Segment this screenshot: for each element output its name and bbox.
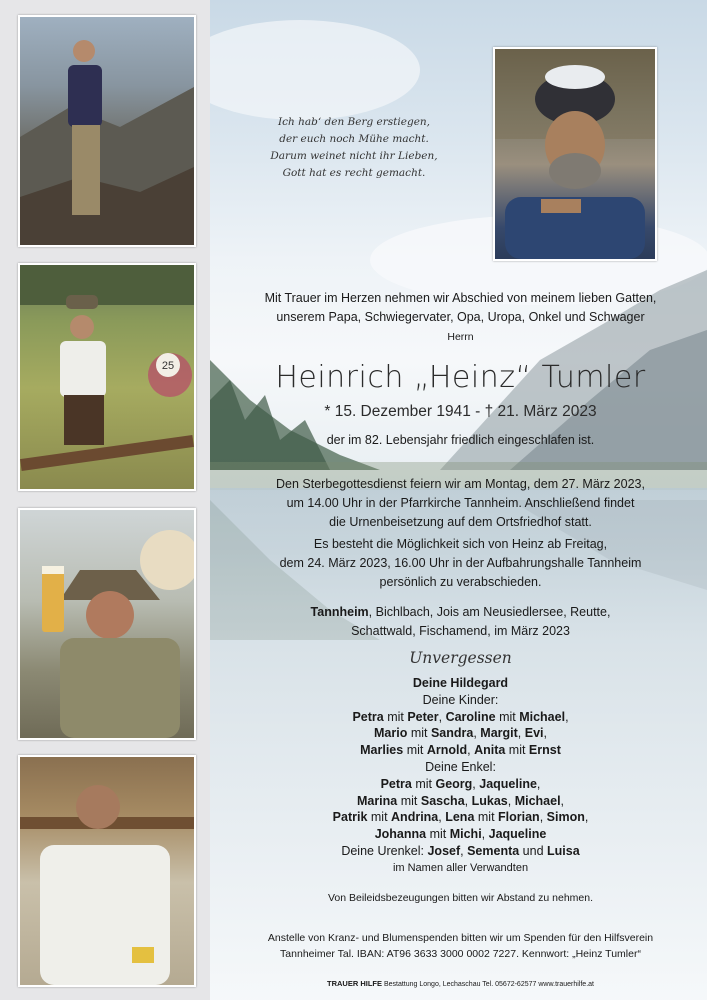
- family-name: Caroline: [445, 709, 496, 724]
- family-name: Anita: [474, 743, 506, 758]
- poem-line: Darum weinet nicht ihr Lieben,: [270, 150, 438, 162]
- family-connector: mit: [426, 827, 450, 842]
- photo-beer-toast: [18, 508, 196, 740]
- photo-traditional-costume: [18, 263, 196, 491]
- family-connector: Deine Urenkel:: [341, 843, 428, 858]
- family-connector: mit: [495, 709, 520, 724]
- places-line-2: Schattwald, Fischamend, im März 2023: [351, 624, 570, 638]
- footer-brand: TRAUER HILFE: [327, 979, 383, 988]
- service-line: um 14.00 Uhr in der Pfarrkirche Tannheim. Anschließend findet: [286, 496, 635, 510]
- places-rest: , Bichlbach, Jois am Neusiedlersee, Reutte,: [368, 605, 611, 619]
- poem: [240, 114, 468, 182]
- family-name: Evi: [524, 726, 544, 741]
- family-name: Jaqueline: [488, 827, 547, 842]
- mourners-list: [214, 675, 707, 877]
- family-name: Lukas: [471, 793, 508, 808]
- family-name: Florian: [498, 810, 540, 825]
- poem-line: Gott hat es recht gemacht.: [282, 167, 426, 179]
- family-connector: ,: [481, 827, 489, 842]
- unvergessen-heading: Unvergessen: [409, 649, 512, 667]
- viewing-line: dem 24. März 2023, 16.00 Uhr in der Aufbahrungshalle Tannheim: [279, 556, 642, 570]
- family-name: Michael: [519, 709, 566, 724]
- service-line: die Urnenbeisetzung auf dem Ortsfriedhof statt.: [329, 515, 592, 529]
- family-connector: ,: [536, 776, 541, 791]
- grandchildren-line: [214, 826, 707, 843]
- family-name: Margit: [480, 726, 518, 741]
- family-name: Petra: [352, 709, 384, 724]
- family-connector: ,: [543, 726, 547, 741]
- salutation: Herrn: [447, 331, 474, 343]
- children-line: [214, 742, 707, 759]
- family-connector: ,: [507, 793, 515, 808]
- intro-line: unserem Papa, Schwiegervater, Opa, Uropa, Onkel und Schwager: [276, 310, 645, 324]
- family-connector: mit: [505, 743, 529, 758]
- age-line: der im 82. Lebensjahr friedlich eingeschlafen ist.: [326, 433, 595, 447]
- family-name: Michael: [514, 793, 561, 808]
- donation-line: Anstelle von Kranz- und Blumenspenden bitten wir um Spenden für den Hilfsverein: [267, 932, 654, 944]
- deceased-name: Heinrich „Heinz“ Tumler: [275, 360, 646, 395]
- place-tannheim: Tannheim: [310, 605, 369, 619]
- family-name: Ernst: [528, 743, 561, 758]
- family-connector: ,: [472, 776, 480, 791]
- family-name: Jaqueline: [479, 776, 537, 791]
- family-name: Petra: [380, 776, 412, 791]
- service-line: Den Sterbegottesdienst feiern wir am Montag, dem 27. März 2023,: [276, 477, 645, 491]
- family-connector: mit: [474, 810, 499, 825]
- wife: Deine Hildegard: [412, 676, 509, 690]
- family-connector: ,: [584, 810, 589, 825]
- family-connector: ,: [517, 726, 525, 741]
- family-name: Josef: [427, 843, 461, 858]
- grandchildren-line: [214, 793, 707, 810]
- relatives-line: im Namen aller Verwandten: [392, 861, 529, 874]
- grandchildren-line: [214, 776, 707, 793]
- viewing-line: persönlich zu verabschieden.: [379, 575, 542, 589]
- donation-line: Tannheimer Tal. IBAN: AT96 3633 3000 0002 7227. Kennwort: „Heinz Tumler“: [280, 948, 641, 960]
- family-connector: ,: [467, 743, 475, 758]
- poem-line: der euch noch Mühe macht.: [279, 133, 429, 145]
- photo-portrait-winter: [493, 47, 657, 261]
- family-name: Peter: [407, 709, 439, 724]
- family-name: Patrik: [332, 810, 368, 825]
- great-grandchildren: [214, 843, 707, 860]
- family-name: Simon: [546, 810, 585, 825]
- family-name: Sementa: [467, 843, 520, 858]
- family-connector: ,: [464, 793, 472, 808]
- family-connector: mit: [411, 776, 436, 791]
- family-name: Lena: [445, 810, 475, 825]
- family-connector: ,: [539, 810, 547, 825]
- family-connector: ,: [560, 793, 565, 808]
- family-name: Johanna: [374, 827, 427, 842]
- condolence-note: Von Beileidsbezeugungen bitten wir Abstand zu nehmen.: [327, 892, 594, 904]
- children-line: [214, 709, 707, 726]
- family-connector: ,: [473, 726, 481, 741]
- family-name: Luisa: [547, 843, 580, 858]
- family-connector: mit: [403, 743, 427, 758]
- footer-details: Bestattung Longo, Lechaschau Tel. 05672-62577 www.trauerhilfe.at: [382, 981, 594, 988]
- family-connector: mit: [367, 810, 392, 825]
- family-name: Michi: [449, 827, 482, 842]
- life-dates: * 15. Dezember 1941 - † 21. März 2023: [324, 403, 597, 420]
- footer: [214, 979, 707, 988]
- family-name: Mario: [374, 726, 408, 741]
- intro-text: [214, 289, 707, 327]
- family-name: Andrina: [391, 810, 439, 825]
- family-name: Marina: [356, 793, 398, 808]
- family-name: Georg: [435, 776, 473, 791]
- places-and-date: [214, 603, 707, 641]
- badge-number: 25: [161, 360, 175, 372]
- photo-mountain-summit: [18, 15, 196, 247]
- family-name: Sandra: [430, 726, 474, 741]
- family-connector: ,: [438, 810, 446, 825]
- family-connector: ,: [565, 709, 569, 724]
- photo-card-game: [18, 755, 196, 987]
- funeral-service: [214, 475, 707, 532]
- family-connector: mit: [383, 709, 408, 724]
- children-label: Deine Kinder:: [422, 692, 499, 707]
- intro-line: Mit Trauer im Herzen nehmen wir Abschied von meinem lieben Gatten,: [264, 291, 657, 305]
- donation-request: [214, 930, 707, 962]
- poem-line: Ich hab‘ den Berg erstiegen,: [277, 116, 431, 128]
- grandchildren-line: [214, 809, 707, 826]
- family-connector: mit: [407, 726, 431, 741]
- family-connector: mit: [397, 793, 421, 808]
- children-line: [214, 725, 707, 742]
- family-connector: ,: [438, 709, 446, 724]
- family-connector: ,: [460, 843, 468, 858]
- viewing-line: Es besteht die Möglichkeit sich von Heinz ab Freitag,: [313, 537, 608, 551]
- family-name: Sascha: [420, 793, 465, 808]
- family-connector: und: [519, 843, 548, 858]
- viewing-info: [214, 535, 707, 592]
- family-name: Arnold: [426, 743, 468, 758]
- family-name: Marlies: [360, 743, 404, 758]
- grandchildren-label: Deine Enkel:: [425, 759, 496, 774]
